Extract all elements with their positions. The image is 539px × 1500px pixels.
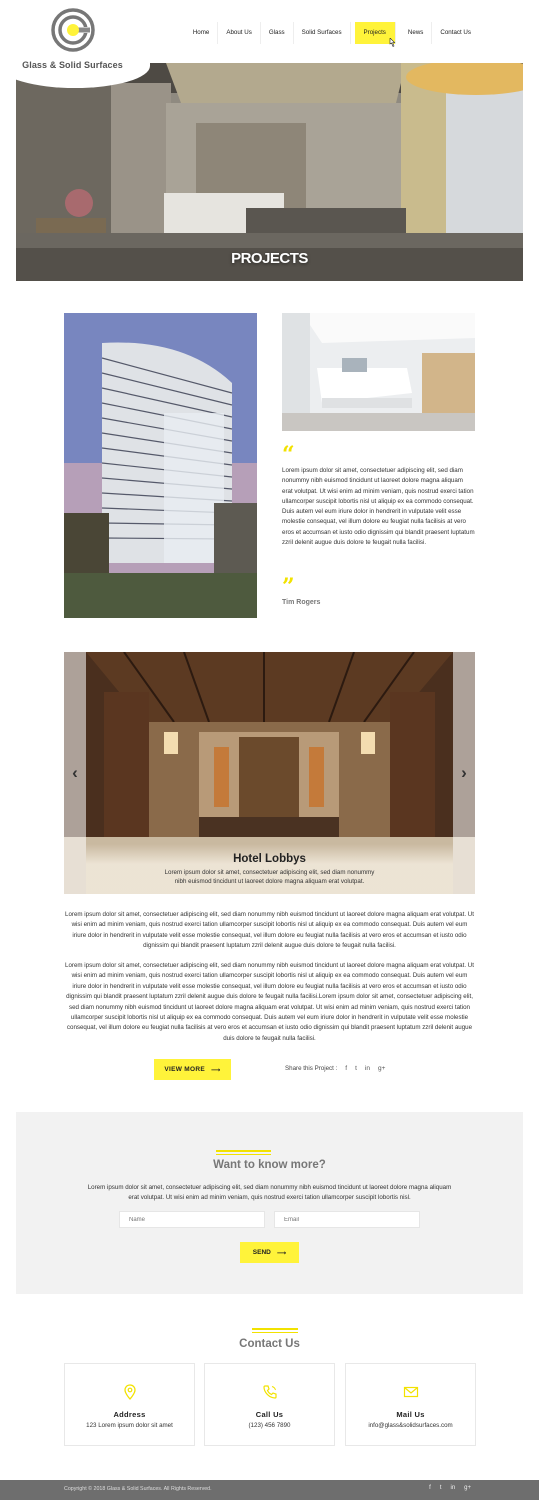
main-nav <box>185 22 479 44</box>
nav-home[interactable]: Home <box>185 22 219 44</box>
email-value[interactable]: info@glass&solidsurfaces.com <box>368 1422 453 1429</box>
call-card <box>204 1363 335 1446</box>
mail-card <box>345 1363 476 1446</box>
call-title: Call Us <box>255 1410 284 1419</box>
share-label: Share this Project : <box>285 1065 338 1072</box>
tower-building-image <box>64 313 257 618</box>
slider-prev-button[interactable]: ‹ <box>72 763 78 782</box>
copyright-text: Copyright © 2018 Glass & Solid Surfaces. All Rights Reserved. <box>64 1486 212 1492</box>
hero-lobby-image <box>16 63 523 281</box>
nav-news[interactable]: News <box>400 22 432 44</box>
email-input[interactable] <box>274 1211 420 1228</box>
project-description-1: Lorem ipsum dolor sit amet, consectetuer adipiscing elit, sed diam nonummy nibh euismod tincidunt ut laoreet dolore magna aliquam erat volutpat. Ut wisi enim ad minim veniam, quis nostrud exerci tation ullamcorper suscipit lobortis nisl ut aliquip ex ea commodo consequat. Duis autem vel eum iriure dolor in hendrerit in vulputate velit esse molestie consequat, vel illum dolore eu feugiat nulla facilisis at vero eros et accumsan et iusto odio dignissim qui blandit praesent luptatum zzril delenit augue duis dolore te feugait nulla facilisi. <box>65 911 474 950</box>
mail-title: Mail Us <box>396 1410 425 1419</box>
phone-icon <box>262 1384 278 1400</box>
enquiry-title: Want to know more? <box>213 1159 326 1171</box>
nav-glass[interactable]: Glass <box>261 22 294 44</box>
google-plus-icon[interactable]: g+ <box>377 1065 386 1072</box>
slide-title: Hotel Lobbys <box>233 853 306 865</box>
name-input[interactable] <box>119 1211 265 1228</box>
nav-solid-surfaces[interactable]: Solid Surfaces <box>294 22 351 44</box>
enquiry-description: Lorem ipsum dolor sit amet, consectetuer adipiscing elit, sed diam nonummy nibh euismod tincidunt ut laoreet dolore magna aliquam erat volutpat. Ut wisi enim ad minim veniam, quis nostrud exerci tation ullamcorper suscipit lobortis nisl. <box>87 1184 452 1201</box>
address-title: Address <box>113 1410 146 1419</box>
footer-twitter-icon[interactable]: t <box>439 1485 442 1491</box>
twitter-icon[interactable]: t <box>355 1065 357 1072</box>
logo[interactable] <box>0 0 150 90</box>
footer-google-plus-icon[interactable]: g+ <box>464 1485 471 1491</box>
testimonial-author: Tim Rogers <box>282 599 321 606</box>
testimonial-text: Lorem ipsum dolor sit amet, consectetuer adipiscing elit, sed diam nonummy nibh euismod tincidunt ut laoreet dolore magna aliquam erat volutpat. Ut wisi enim ad minim veniam, quis nostrud exerci tation ullamcorper suscipit lobortis nisl ut aliquip ex ea commodo consequat. Duis autem vel eum iriure dolor in hendrerit in vulputate velit esse molestie consequat, vel illum dolore eu feugiat nulla facilisis at vero eros et accumsan et iusto odio dignissim qui blandit praesent luptatum zzril delenit augue duis dolore te feugait nulla facilisi. <box>282 467 475 547</box>
arrow-right-icon: ⟶ <box>276 1249 287 1257</box>
footer-linkedin-icon[interactable]: in <box>450 1485 456 1491</box>
slide-caption <box>86 844 453 894</box>
white-lobby-image <box>282 313 475 431</box>
share-bar <box>285 1065 385 1072</box>
send-button[interactable] <box>240 1242 299 1263</box>
linkedin-icon[interactable]: in <box>364 1065 370 1072</box>
address-value: 123 Lorem ipsum dolor sit amet <box>86 1422 173 1429</box>
quote-open-icon: “ <box>282 442 295 468</box>
address-card <box>64 1363 195 1446</box>
footer-facebook-icon[interactable]: f <box>429 1485 431 1491</box>
mail-icon <box>403 1384 419 1400</box>
nav-about-us[interactable]: About Us <box>218 22 260 44</box>
footer <box>0 1480 539 1500</box>
mouse-cursor-icon <box>389 38 396 47</box>
hero-banner <box>16 63 523 281</box>
facebook-icon[interactable]: f <box>345 1065 348 1072</box>
footer-social-links <box>429 1485 471 1491</box>
hero-title: PROJECTS <box>231 250 308 267</box>
quote-close-icon: ” <box>282 574 295 600</box>
logo-mark-icon <box>51 8 95 52</box>
enquiry-section <box>16 1112 523 1294</box>
location-pin-icon <box>122 1384 138 1400</box>
contact-title: Contact Us <box>239 1338 300 1350</box>
accent-lines <box>216 1150 271 1156</box>
nav-projects[interactable]: Projects <box>355 22 396 44</box>
view-more-button[interactable] <box>154 1059 231 1080</box>
slide-caption-text: Lorem ipsum dolor sit amet, consectetuer adipiscing elit, sed diam nonummy nibh euismod tincidunt ut laoreet dolore magna aliquam erat volutpat. <box>164 869 375 885</box>
tower-illustration <box>64 313 257 618</box>
project-slider <box>64 652 475 894</box>
phone-value[interactable]: (123) 456 7890 <box>248 1422 291 1429</box>
logo-text: Glass & Solid Surfaces <box>22 60 123 70</box>
white-lobby-illustration <box>282 313 475 431</box>
contact-accent-lines <box>252 1328 298 1334</box>
slider-next-button[interactable]: › <box>461 763 467 782</box>
project-description-2: Lorem ipsum dolor sit amet, consectetuer adipiscing elit, sed diam nonummy nibh euismod tincidunt ut laoreet dolore magna aliquam erat volutpat. Ut wisi enim ad minim veniam, quis nostrud exerci tation ullamcorper suscipit lobortis nisl ut aliquip ex ea commodo consequat. Duis autem vel eum iriure dolor in hendrerit in vulputate velit esse molestie consequat, vel illum dolore eu feugiat nulla facilisis at vero eros et accumsan et iusto odio dignissim qui blandit praesent luptatum zzril delenit augue duis dolore te feugait nulla facilisi.Lorem ipsum dolor sit amet, consectetuer adipiscing elit, sed diam nonummy nibh euismod tincidunt ut laoreet dolore magna aliquam erat volutpat. Ut wisi enim ad minim veniam, quis nostrud exerci tation ullamcorper suscipit lobortis nisl ut aliquip ex ea commodo consequat. Duis autem vel eum iriure dolor in hendrerit in vulputate velit esse molestie consequat, vel illum dolore eu feugiat nulla facilisis at vero eros et accumsan et iusto odio dignissim qui blandit praesent luptatum zzril delenit augue duis dolore te feugait nulla facilisi. <box>65 962 474 1042</box>
arrow-right-icon: ⟶ <box>211 1066 221 1074</box>
send-label: SEND <box>252 1249 271 1256</box>
view-more-label: VIEW MORE <box>164 1066 205 1073</box>
nav-contact-us[interactable]: Contact Us <box>440 29 471 36</box>
